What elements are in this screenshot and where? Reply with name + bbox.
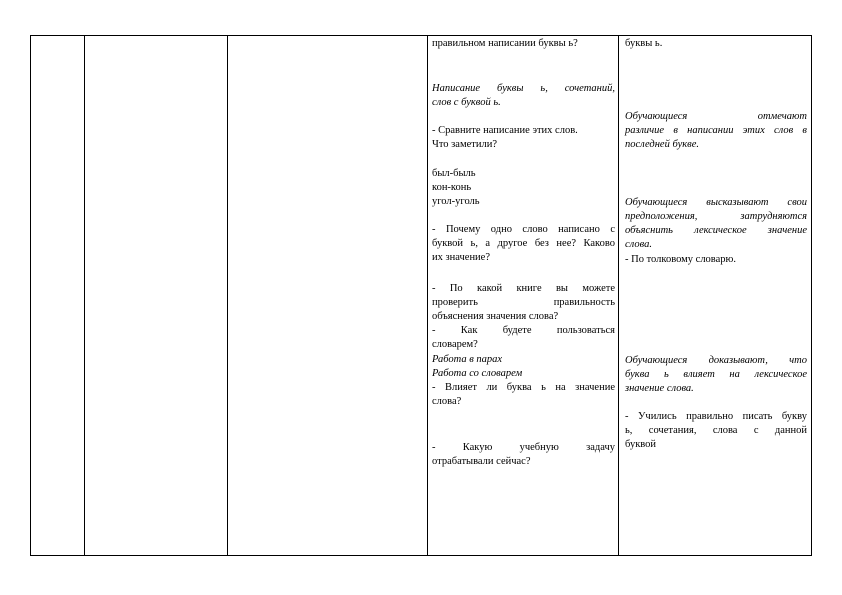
note-2-line-2: предположения, затрудняются [625, 211, 807, 222]
intro-text-students: буквы ь. [625, 38, 663, 49]
dictionary-answer: - По толковому словарю. [625, 254, 737, 265]
word-pair-3: угол-уголь [432, 196, 480, 207]
work-in-pairs: Работа в парах [432, 354, 503, 365]
topic-line-1: Написание буквы ь, сочетаний, [432, 83, 615, 94]
task-question-line-1: - Какую учебную задачу [432, 442, 615, 453]
note-2-line-1: Обучающиеся высказывают свои [625, 197, 807, 208]
influence-question-line-1: - Влияет ли буква ь на значение [432, 382, 615, 393]
learned-line-3: буквой [625, 439, 657, 450]
dictionary-question-line-1: - Как будете пользоваться [432, 325, 615, 336]
learned-line-1: - Учились правильно писать букву [625, 411, 807, 422]
note-3-line-2: буква ь влияет на лексическое [625, 369, 807, 380]
book-question-line-1: - По какой книге вы можете [432, 283, 615, 294]
note-1-line-3: последней букве. [625, 139, 700, 150]
why-question-line-3: их значение? [432, 252, 491, 263]
column-divider-4 [618, 35, 619, 556]
column-divider-1 [84, 35, 85, 556]
topic-line-2: слов с буквой ь. [432, 97, 501, 108]
learned-line-2: ь, сочетания, слова с данной [625, 425, 807, 436]
book-question-line-2: проверить правильность [432, 297, 615, 308]
book-question-line-3: объяснения значения слова? [432, 311, 559, 322]
compare-question-2: Что заметили? [432, 139, 497, 150]
intro-text: правильном написании буквы ь? [432, 38, 578, 49]
word-pair-1: был-быль [432, 168, 476, 179]
why-question-line-1: - Почему одно слово написано с [432, 224, 615, 235]
dictionary-question-line-2: словарем? [432, 339, 478, 350]
note-1-line-2: различие в написании этих слов в [625, 125, 807, 136]
column-divider-2 [227, 35, 228, 556]
work-with-dictionary: Работа со словарем [432, 368, 523, 379]
task-question-line-2: отрабатывали сейчас? [432, 456, 531, 467]
why-question-line-2: буквой ь, а другое без нее? Каково [432, 238, 615, 249]
word-pair-2: кон-конь [432, 182, 472, 193]
note-2-line-3: объяснить лексическое значение [625, 225, 807, 236]
note-3-line-3: значение слова. [625, 383, 694, 394]
note-2-line-4: слова. [625, 239, 652, 250]
column-divider-3 [427, 35, 428, 556]
note-1-line-1: Обучающиеся отмечают [625, 111, 807, 122]
influence-question-line-2: слова? [432, 396, 462, 407]
note-3-line-1: Обучающиеся доказывают, что [625, 355, 807, 366]
compare-question-1: - Сравните написание этих слов. [432, 125, 578, 136]
